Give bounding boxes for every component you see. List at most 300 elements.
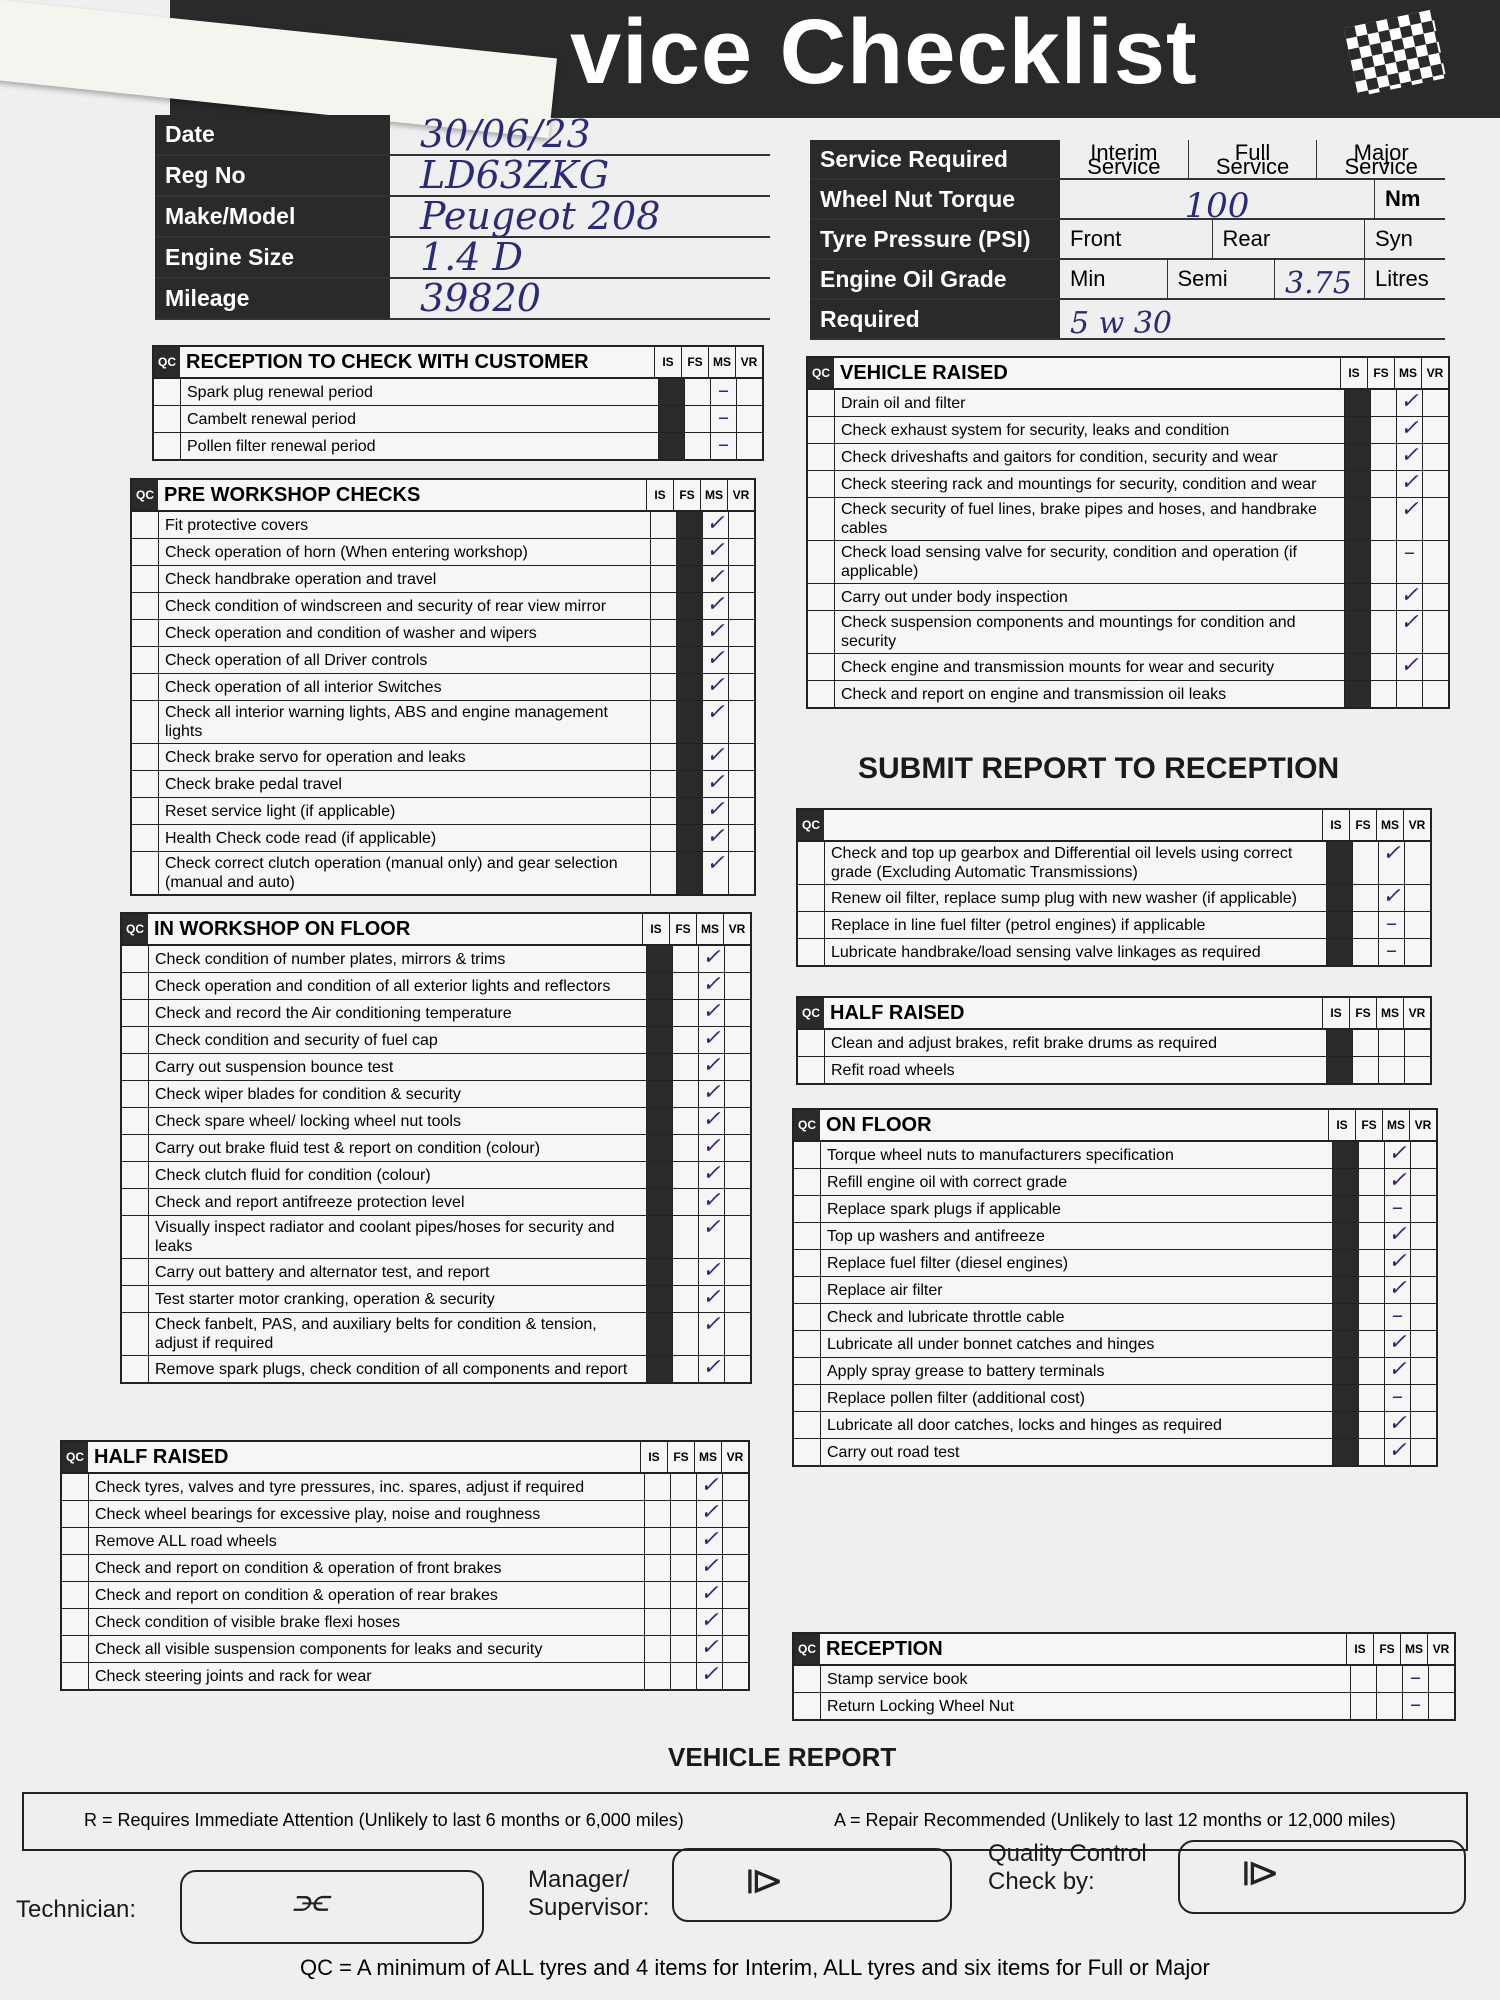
check-cell[interactable] — [1404, 939, 1430, 965]
check-cell[interactable] — [672, 1027, 698, 1053]
check-cell[interactable] — [670, 1474, 696, 1500]
check-cell[interactable] — [1376, 1666, 1402, 1692]
qc-cell[interactable] — [122, 946, 149, 972]
qc-cell[interactable] — [122, 1259, 149, 1285]
ms-check-cell[interactable] — [1378, 1030, 1404, 1056]
check-cell[interactable] — [728, 620, 754, 646]
check-cell[interactable] — [1358, 1223, 1384, 1249]
qc-cell[interactable] — [132, 701, 159, 743]
qc-cell[interactable] — [132, 620, 159, 646]
ms-check-cell[interactable]: – — [1384, 1304, 1410, 1330]
ms-check-cell[interactable]: ✓ — [698, 1027, 724, 1053]
check-cell[interactable] — [1410, 1412, 1436, 1438]
check-cell[interactable] — [1428, 1693, 1454, 1719]
ms-check-cell[interactable]: ✓ — [1396, 390, 1422, 416]
check-cell[interactable] — [1326, 885, 1352, 911]
check-cell[interactable] — [1326, 1030, 1352, 1056]
qc-cell[interactable] — [132, 825, 159, 851]
qc-cell[interactable] — [794, 1196, 821, 1222]
check-cell[interactable] — [1332, 1142, 1358, 1168]
check-cell[interactable] — [650, 771, 676, 797]
check-cell[interactable] — [1326, 939, 1352, 965]
check-cell[interactable] — [1332, 1223, 1358, 1249]
check-cell[interactable] — [1344, 390, 1370, 416]
ms-check-cell[interactable]: – — [710, 379, 736, 405]
ms-check-cell[interactable]: ✓ — [696, 1474, 722, 1500]
check-cell[interactable] — [672, 973, 698, 999]
check-cell[interactable] — [722, 1636, 748, 1662]
qc-cell[interactable] — [808, 541, 835, 583]
check-cell[interactable] — [1326, 912, 1352, 938]
qc-cell[interactable] — [794, 1385, 821, 1411]
check-cell[interactable] — [724, 1356, 750, 1382]
check-cell[interactable] — [646, 1189, 672, 1215]
check-cell[interactable] — [724, 1216, 750, 1258]
ms-check-cell[interactable]: ✓ — [698, 1356, 724, 1382]
ms-check-cell[interactable]: ✓ — [1396, 471, 1422, 497]
check-cell[interactable] — [1370, 584, 1396, 610]
check-cell[interactable] — [1358, 1250, 1384, 1276]
check-cell[interactable] — [736, 379, 762, 405]
check-cell[interactable] — [644, 1474, 670, 1500]
ms-check-cell[interactable]: ✓ — [1384, 1169, 1410, 1195]
ms-check-cell[interactable]: ✓ — [698, 946, 724, 972]
ms-check-cell[interactable]: – — [710, 406, 736, 432]
qc-cell[interactable] — [794, 1358, 821, 1384]
qc-cell[interactable] — [794, 1142, 821, 1168]
qc-cell[interactable] — [122, 1162, 149, 1188]
check-cell[interactable] — [676, 593, 702, 619]
qc-cell[interactable] — [798, 939, 825, 965]
check-cell[interactable] — [1404, 885, 1430, 911]
check-cell[interactable] — [728, 647, 754, 673]
qc-cell[interactable] — [122, 1054, 149, 1080]
check-cell[interactable] — [672, 1356, 698, 1382]
check-cell[interactable] — [724, 1081, 750, 1107]
check-cell[interactable] — [1344, 417, 1370, 443]
check-cell[interactable] — [1422, 654, 1448, 680]
qc-cell[interactable] — [798, 1057, 825, 1083]
check-cell[interactable] — [670, 1555, 696, 1581]
check-cell[interactable] — [646, 1313, 672, 1355]
ms-check-cell[interactable]: ✓ — [698, 1081, 724, 1107]
check-cell[interactable] — [650, 539, 676, 565]
check-cell[interactable] — [646, 1162, 672, 1188]
check-cell[interactable] — [1332, 1250, 1358, 1276]
qc-cell[interactable] — [132, 674, 159, 700]
check-cell[interactable] — [672, 1286, 698, 1312]
qc-cell[interactable] — [794, 1439, 821, 1465]
ms-check-cell[interactable]: ✓ — [1384, 1358, 1410, 1384]
check-cell[interactable] — [670, 1609, 696, 1635]
qc-cell[interactable] — [154, 379, 181, 405]
qc-cell[interactable] — [798, 1030, 825, 1056]
check-cell[interactable] — [1404, 1057, 1430, 1083]
check-cell[interactable] — [1344, 471, 1370, 497]
check-cell[interactable] — [724, 1189, 750, 1215]
check-cell[interactable] — [1358, 1385, 1384, 1411]
qc-cell[interactable] — [132, 512, 159, 538]
check-cell[interactable] — [658, 406, 684, 432]
check-cell[interactable] — [1358, 1358, 1384, 1384]
check-cell[interactable] — [722, 1528, 748, 1554]
qc-cell[interactable] — [62, 1555, 89, 1581]
check-cell[interactable] — [1422, 444, 1448, 470]
check-cell[interactable] — [1422, 611, 1448, 653]
check-cell[interactable] — [1344, 584, 1370, 610]
ms-check-cell[interactable] — [1378, 1057, 1404, 1083]
check-cell[interactable] — [646, 1000, 672, 1026]
check-cell[interactable] — [722, 1582, 748, 1608]
check-cell[interactable] — [670, 1582, 696, 1608]
check-cell[interactable] — [650, 566, 676, 592]
qc-cell[interactable] — [62, 1528, 89, 1554]
ms-check-cell[interactable]: ✓ — [702, 512, 728, 538]
check-cell[interactable] — [1410, 1304, 1436, 1330]
check-cell[interactable] — [676, 674, 702, 700]
ms-check-cell[interactable]: ✓ — [702, 798, 728, 824]
check-cell[interactable] — [1352, 939, 1378, 965]
check-cell[interactable] — [1422, 390, 1448, 416]
check-cell[interactable] — [646, 1286, 672, 1312]
check-cell[interactable] — [1332, 1169, 1358, 1195]
check-cell[interactable] — [1422, 471, 1448, 497]
ms-check-cell[interactable]: – — [1378, 912, 1404, 938]
qc-cell[interactable] — [122, 1108, 149, 1134]
qc-cell[interactable] — [154, 406, 181, 432]
check-cell[interactable] — [646, 1356, 672, 1382]
ms-check-cell[interactable]: ✓ — [698, 1313, 724, 1355]
check-cell[interactable] — [650, 701, 676, 743]
check-cell[interactable] — [650, 798, 676, 824]
qc-cell[interactable] — [794, 1693, 821, 1719]
qc-cell[interactable] — [798, 912, 825, 938]
check-cell[interactable] — [670, 1501, 696, 1527]
qc-cell[interactable] — [122, 1313, 149, 1355]
check-cell[interactable] — [676, 744, 702, 770]
check-cell[interactable] — [650, 744, 676, 770]
check-cell[interactable] — [728, 798, 754, 824]
check-cell[interactable] — [1358, 1439, 1384, 1465]
ms-check-cell[interactable]: ✓ — [1384, 1223, 1410, 1249]
check-cell[interactable] — [644, 1636, 670, 1662]
qc-cell[interactable] — [808, 444, 835, 470]
check-cell[interactable] — [646, 1108, 672, 1134]
qc-cell[interactable] — [808, 584, 835, 610]
ms-check-cell[interactable]: ✓ — [698, 1259, 724, 1285]
ms-check-cell[interactable]: ✓ — [696, 1582, 722, 1608]
ms-check-cell[interactable]: ✓ — [1396, 444, 1422, 470]
ms-check-cell[interactable]: ✓ — [1384, 1142, 1410, 1168]
ms-check-cell[interactable]: ✓ — [698, 1000, 724, 1026]
check-cell[interactable] — [736, 433, 762, 459]
ms-check-cell[interactable]: ✓ — [696, 1663, 722, 1689]
qc-cell[interactable] — [132, 798, 159, 824]
qc-cell[interactable] — [132, 852, 159, 894]
check-cell[interactable] — [1410, 1439, 1436, 1465]
qc-cell[interactable] — [132, 539, 159, 565]
check-cell[interactable] — [644, 1528, 670, 1554]
qc-cell[interactable] — [62, 1474, 89, 1500]
check-cell[interactable] — [724, 946, 750, 972]
ms-check-cell[interactable]: – — [1402, 1693, 1428, 1719]
qc-cell[interactable] — [798, 885, 825, 911]
check-cell[interactable] — [728, 593, 754, 619]
check-cell[interactable] — [722, 1474, 748, 1500]
check-cell[interactable] — [644, 1582, 670, 1608]
ms-check-cell[interactable]: ✓ — [702, 701, 728, 743]
qc-cell[interactable] — [122, 1135, 149, 1161]
check-cell[interactable] — [728, 674, 754, 700]
qc-cell[interactable] — [808, 654, 835, 680]
check-cell[interactable] — [650, 620, 676, 646]
check-cell[interactable] — [1352, 885, 1378, 911]
ms-check-cell[interactable]: ✓ — [702, 539, 728, 565]
check-cell[interactable] — [1422, 584, 1448, 610]
check-cell[interactable] — [728, 852, 754, 894]
check-cell[interactable] — [1370, 541, 1396, 583]
check-cell[interactable] — [672, 1000, 698, 1026]
check-cell[interactable] — [1344, 498, 1370, 540]
qc-cell[interactable] — [132, 593, 159, 619]
ms-check-cell[interactable]: – — [1396, 541, 1422, 583]
check-cell[interactable] — [1410, 1169, 1436, 1195]
check-cell[interactable] — [684, 379, 710, 405]
ms-check-cell[interactable]: ✓ — [702, 647, 728, 673]
check-cell[interactable] — [650, 593, 676, 619]
check-cell[interactable] — [728, 825, 754, 851]
ms-check-cell[interactable]: ✓ — [1396, 611, 1422, 653]
check-cell[interactable] — [644, 1555, 670, 1581]
ms-check-cell[interactable]: – — [710, 433, 736, 459]
check-cell[interactable] — [1326, 1057, 1352, 1083]
check-cell[interactable] — [1344, 444, 1370, 470]
check-cell[interactable] — [1422, 498, 1448, 540]
check-cell[interactable] — [646, 1054, 672, 1080]
check-cell[interactable] — [676, 771, 702, 797]
check-cell[interactable] — [676, 798, 702, 824]
qc-cell[interactable] — [132, 566, 159, 592]
check-cell[interactable] — [724, 1027, 750, 1053]
ms-check-cell[interactable]: ✓ — [702, 593, 728, 619]
ms-check-cell[interactable]: ✓ — [702, 852, 728, 894]
check-cell[interactable] — [724, 1162, 750, 1188]
qc-cell[interactable] — [794, 1331, 821, 1357]
check-cell[interactable] — [1358, 1331, 1384, 1357]
check-cell[interactable] — [676, 539, 702, 565]
ms-check-cell[interactable]: ✓ — [1384, 1439, 1410, 1465]
qc-cell[interactable] — [808, 681, 835, 707]
ms-check-cell[interactable]: ✓ — [1384, 1331, 1410, 1357]
ms-check-cell[interactable]: ✓ — [696, 1501, 722, 1527]
check-cell[interactable] — [1352, 842, 1378, 884]
check-cell[interactable] — [1410, 1196, 1436, 1222]
check-cell[interactable] — [672, 1162, 698, 1188]
check-cell[interactable] — [1344, 654, 1370, 680]
check-cell[interactable] — [1332, 1385, 1358, 1411]
ms-check-cell[interactable]: ✓ — [1384, 1277, 1410, 1303]
check-cell[interactable] — [1370, 390, 1396, 416]
ms-check-cell[interactable]: ✓ — [1378, 842, 1404, 884]
check-cell[interactable] — [658, 433, 684, 459]
check-cell[interactable] — [1358, 1412, 1384, 1438]
ms-check-cell[interactable]: – — [1402, 1666, 1428, 1692]
qc-cell[interactable] — [122, 1189, 149, 1215]
check-cell[interactable] — [672, 1135, 698, 1161]
check-cell[interactable] — [1358, 1142, 1384, 1168]
check-cell[interactable] — [646, 1027, 672, 1053]
check-cell[interactable] — [1332, 1358, 1358, 1384]
check-cell[interactable] — [1410, 1331, 1436, 1357]
ms-check-cell[interactable]: ✓ — [698, 1135, 724, 1161]
qc-cell[interactable] — [132, 647, 159, 673]
check-cell[interactable] — [672, 1313, 698, 1355]
ms-check-cell[interactable] — [1396, 681, 1422, 707]
check-cell[interactable] — [728, 512, 754, 538]
qc-cell[interactable] — [62, 1582, 89, 1608]
check-cell[interactable] — [1332, 1277, 1358, 1303]
check-cell[interactable] — [672, 1259, 698, 1285]
check-cell[interactable] — [658, 379, 684, 405]
ms-check-cell[interactable]: ✓ — [698, 1286, 724, 1312]
check-cell[interactable] — [650, 825, 676, 851]
ms-check-cell[interactable]: – — [1378, 939, 1404, 965]
qc-cell[interactable] — [62, 1636, 89, 1662]
qc-cell[interactable] — [794, 1223, 821, 1249]
check-cell[interactable] — [676, 512, 702, 538]
check-cell[interactable] — [672, 1216, 698, 1258]
check-cell[interactable] — [650, 852, 676, 894]
check-cell[interactable] — [722, 1555, 748, 1581]
check-cell[interactable] — [676, 701, 702, 743]
check-cell[interactable] — [1404, 842, 1430, 884]
qc-cell[interactable] — [122, 1000, 149, 1026]
check-cell[interactable] — [1404, 912, 1430, 938]
check-cell[interactable] — [1332, 1304, 1358, 1330]
check-cell[interactable] — [1370, 417, 1396, 443]
check-cell[interactable] — [1332, 1412, 1358, 1438]
check-cell[interactable] — [1344, 541, 1370, 583]
check-cell[interactable] — [722, 1663, 748, 1689]
qc-cell[interactable] — [122, 1216, 149, 1258]
check-cell[interactable] — [1358, 1196, 1384, 1222]
qc-cell[interactable] — [808, 611, 835, 653]
qc-cell[interactable] — [808, 390, 835, 416]
check-cell[interactable] — [1352, 1057, 1378, 1083]
ms-check-cell[interactable]: ✓ — [1396, 654, 1422, 680]
check-cell[interactable] — [672, 1189, 698, 1215]
check-cell[interactable] — [650, 647, 676, 673]
check-cell[interactable] — [728, 744, 754, 770]
check-cell[interactable] — [1404, 1030, 1430, 1056]
check-cell[interactable] — [1352, 1030, 1378, 1056]
check-cell[interactable] — [724, 1108, 750, 1134]
check-cell[interactable] — [728, 771, 754, 797]
check-cell[interactable] — [1332, 1196, 1358, 1222]
check-cell[interactable] — [1350, 1666, 1376, 1692]
check-cell[interactable] — [722, 1501, 748, 1527]
check-cell[interactable] — [670, 1636, 696, 1662]
check-cell[interactable] — [1358, 1304, 1384, 1330]
ms-check-cell[interactable]: ✓ — [1396, 498, 1422, 540]
check-cell[interactable] — [1344, 611, 1370, 653]
ms-check-cell[interactable]: ✓ — [702, 674, 728, 700]
check-cell[interactable] — [650, 674, 676, 700]
check-cell[interactable] — [1422, 541, 1448, 583]
ms-check-cell[interactable]: ✓ — [702, 566, 728, 592]
check-cell[interactable] — [676, 647, 702, 673]
qc-cell[interactable] — [794, 1304, 821, 1330]
qc-cell[interactable] — [62, 1609, 89, 1635]
check-cell[interactable] — [1370, 681, 1396, 707]
check-cell[interactable] — [672, 1081, 698, 1107]
check-cell[interactable] — [724, 1135, 750, 1161]
check-cell[interactable] — [1332, 1439, 1358, 1465]
check-cell[interactable] — [646, 1216, 672, 1258]
ms-check-cell[interactable]: – — [1384, 1196, 1410, 1222]
check-cell[interactable] — [1410, 1142, 1436, 1168]
check-cell[interactable] — [1370, 471, 1396, 497]
qc-cell[interactable] — [62, 1501, 89, 1527]
check-cell[interactable] — [644, 1501, 670, 1527]
qc-cell[interactable] — [132, 771, 159, 797]
qc-cell[interactable] — [122, 1081, 149, 1107]
qc-cell[interactable] — [154, 433, 181, 459]
check-cell[interactable] — [684, 433, 710, 459]
ms-check-cell[interactable]: ✓ — [1396, 417, 1422, 443]
ms-check-cell[interactable]: ✓ — [698, 1162, 724, 1188]
check-cell[interactable] — [1410, 1385, 1436, 1411]
check-cell[interactable] — [644, 1663, 670, 1689]
qc-cell[interactable] — [122, 1027, 149, 1053]
check-cell[interactable] — [724, 1313, 750, 1355]
check-cell[interactable] — [1370, 654, 1396, 680]
check-cell[interactable] — [1410, 1223, 1436, 1249]
check-cell[interactable] — [724, 973, 750, 999]
check-cell[interactable] — [1370, 611, 1396, 653]
qc-cell[interactable] — [122, 1286, 149, 1312]
qc-cell[interactable] — [798, 842, 825, 884]
ms-check-cell[interactable]: ✓ — [698, 1216, 724, 1258]
check-cell[interactable] — [1410, 1358, 1436, 1384]
ms-check-cell[interactable]: ✓ — [698, 1108, 724, 1134]
check-cell[interactable] — [672, 946, 698, 972]
check-cell[interactable] — [676, 566, 702, 592]
check-cell[interactable] — [646, 1081, 672, 1107]
ms-check-cell[interactable]: ✓ — [698, 1054, 724, 1080]
check-cell[interactable] — [670, 1663, 696, 1689]
check-cell[interactable] — [1326, 842, 1352, 884]
check-cell[interactable] — [1352, 912, 1378, 938]
check-cell[interactable] — [724, 1000, 750, 1026]
ms-check-cell[interactable]: ✓ — [1384, 1412, 1410, 1438]
ms-check-cell[interactable]: ✓ — [702, 825, 728, 851]
ms-check-cell[interactable]: ✓ — [702, 620, 728, 646]
ms-check-cell[interactable]: ✓ — [698, 1189, 724, 1215]
check-cell[interactable] — [724, 1259, 750, 1285]
check-cell[interactable] — [646, 946, 672, 972]
check-cell[interactable] — [1422, 417, 1448, 443]
check-cell[interactable] — [1344, 681, 1370, 707]
check-cell[interactable] — [728, 539, 754, 565]
check-cell[interactable] — [1422, 681, 1448, 707]
qc-cell[interactable] — [132, 744, 159, 770]
qc-cell[interactable] — [794, 1412, 821, 1438]
qc-cell[interactable] — [62, 1663, 89, 1689]
check-cell[interactable] — [676, 620, 702, 646]
check-cell[interactable] — [724, 1286, 750, 1312]
qc-cell[interactable] — [808, 417, 835, 443]
